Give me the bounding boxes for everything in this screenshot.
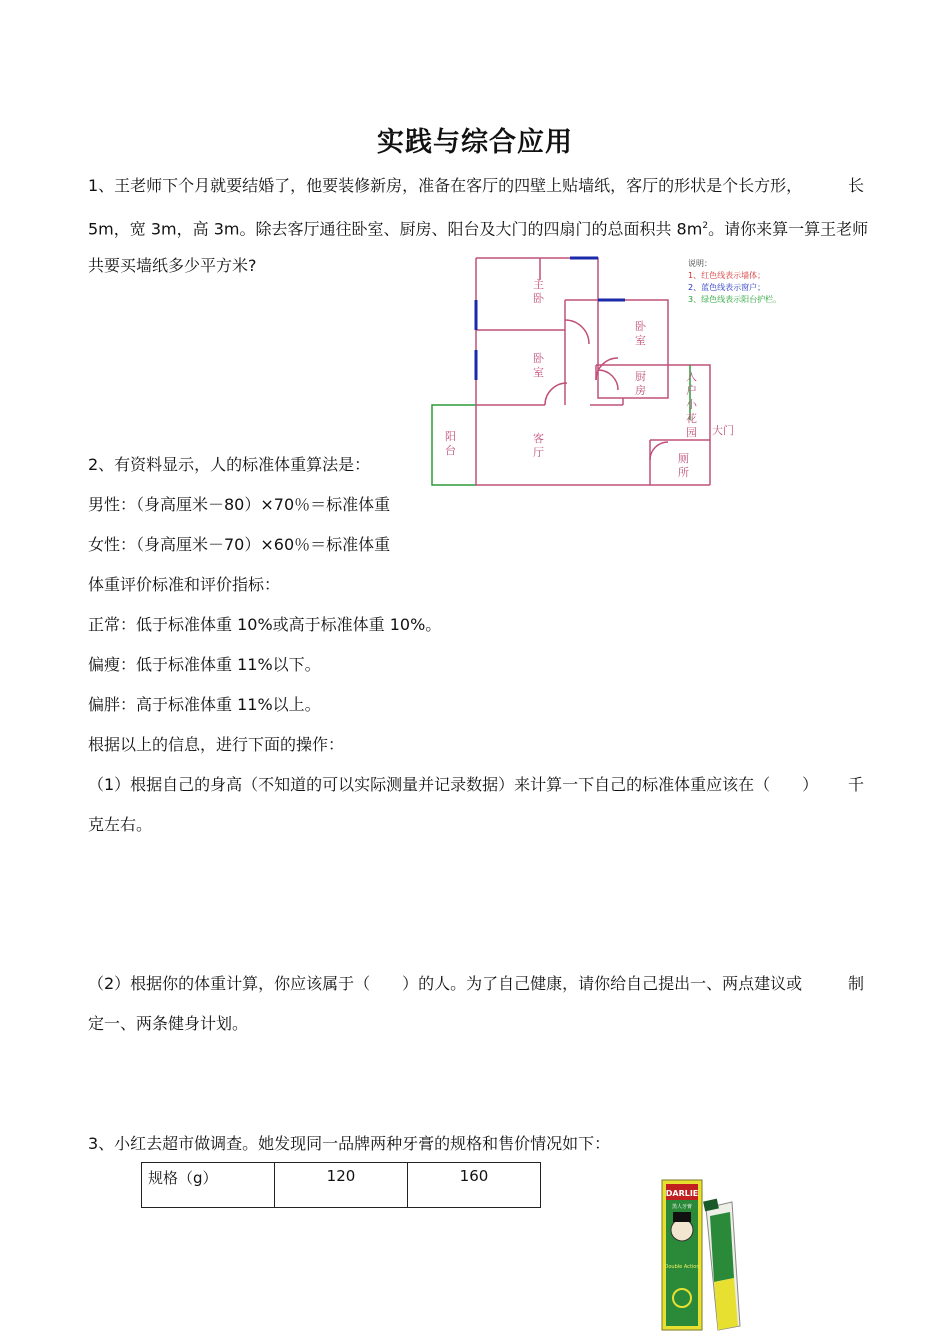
face-icon: [671, 1219, 693, 1241]
table-header-cell: 规格（g）: [142, 1163, 275, 1208]
toothpaste-table: [141, 1162, 541, 1208]
room-kitchen-b: 房: [635, 384, 646, 397]
room-master-a: 主: [533, 278, 544, 291]
q2-sub1-line-1: [88, 775, 864, 795]
legend-title: 说明：: [688, 259, 712, 268]
room-entry-a: 入: [686, 370, 697, 383]
legend-wall: 1、红色线表示墙体；: [688, 271, 766, 280]
toothpaste-box: [662, 1180, 702, 1330]
room-toilet-a: 厕: [678, 452, 689, 465]
q2-sub2-line-1: [88, 974, 864, 994]
room-bed2-a: 卧: [635, 320, 646, 333]
room-living-b: 厅: [533, 446, 544, 459]
room-balcony-b: 台: [445, 444, 456, 457]
room-labels: [445, 278, 734, 479]
q2-thin: 偏瘦：低于标准体重 11%以下。: [88, 655, 321, 674]
room-bed1-b: 室: [533, 366, 544, 379]
q1-text-2b: 。请你来算一算王老师: [708, 219, 869, 239]
table-cell-160: 160: [408, 1163, 541, 1208]
brand-label: DARLIE: [665, 1189, 699, 1198]
window-lines: [476, 258, 625, 380]
wall-lines: [476, 258, 710, 485]
q2-normal: 正常：低于标准体重 10%或高于标准体重 10%。: [88, 615, 442, 634]
room-entry-e: 园: [686, 426, 697, 439]
q1-superscript: 2: [702, 221, 709, 231]
q2-sub2-text-b: 制: [847, 974, 864, 993]
q2-criteria-heading: 体重评价标准和评价指标：: [88, 575, 281, 594]
q2-male-formula: 男性：（身高厘米－80）×70％＝标准体重: [88, 495, 391, 514]
q3-intro: 3、小红去超市做调查。她发现同一品牌两种牙膏的规格和售价情况如下：: [88, 1134, 611, 1153]
brand-cn-label: 黑人牙膏: [671, 1204, 693, 1210]
room-bed1-a: 卧: [533, 352, 544, 365]
room-door: 大门: [712, 424, 734, 437]
q2-sub2-line-2: 定一、两条健身计划。: [88, 1014, 249, 1033]
top-hat-icon: [673, 1212, 691, 1222]
q2-intro: 2、有资料显示，人的标准体重算法是：: [88, 455, 371, 474]
room-bed2-b: 室: [635, 334, 646, 347]
room-entry-b: 户: [686, 384, 697, 397]
room-living-a: 客: [533, 432, 544, 445]
q2-sub1-text-b: 千: [847, 775, 864, 794]
q2-sub1-text-a: （1）根据自己的身高（不知道的可以实际测量并记录数据）来计算一下自己的标准体重应该在（ ）: [88, 775, 819, 794]
table-cell-120: 120: [275, 1163, 408, 1208]
toothpaste-tube: [703, 1199, 740, 1330]
room-kitchen-a: 厨: [635, 370, 646, 383]
room-master-b: 卧: [533, 292, 544, 305]
room-entry-c: 小: [686, 398, 697, 411]
room-entry-d: 花: [686, 412, 697, 425]
room-balcony-a: 阳: [445, 430, 456, 443]
q2-female-formula: 女性：（身高厘米－70）×60％＝标准体重: [88, 535, 391, 554]
q2-instruction: 根据以上的信息，进行下面的操作：: [88, 735, 345, 754]
q1-text-1b: 长: [847, 176, 864, 195]
q1-line-2: [88, 216, 868, 239]
q2-sub1-line-2: 克左右。: [88, 815, 153, 834]
floor-plan-diagram: [420, 250, 800, 490]
page-title: 实践与综合应用: [377, 127, 573, 158]
q1-text-2a: 5m，宽 3m，高 3m。除去客厅通往卧室、厨房、阳台及大门的四扇门的总面积共 8m: [88, 219, 703, 239]
room-toilet-b: 所: [678, 466, 689, 479]
legend-window: 2、蓝色线表示窗户；: [688, 283, 766, 292]
table-row: [142, 1163, 541, 1208]
q1-line-1: [88, 176, 864, 196]
q1-text-1a: 1、王老师下个月就要结婚了，他要装修新房，准备在客厅的四壁上贴墙纸，客厅的形状是个长方形，: [88, 176, 803, 195]
toothpaste-image: [640, 1168, 770, 1338]
plan-legend: [688, 258, 781, 304]
q2-sub2-text-a: （2）根据你的体重计算，你应该属于（ ）的人。为了自己健康，请你给自己提出一、两点建议或: [88, 974, 803, 993]
legend-rail: 3、绿色线表示阳台护栏。: [688, 295, 782, 304]
q1-line-3: 共要买墙纸多少平方米?: [88, 256, 257, 275]
product-label: Double Action: [664, 1264, 700, 1270]
q2-fat: 偏胖：高于标准体重 11%以上。: [88, 695, 321, 714]
